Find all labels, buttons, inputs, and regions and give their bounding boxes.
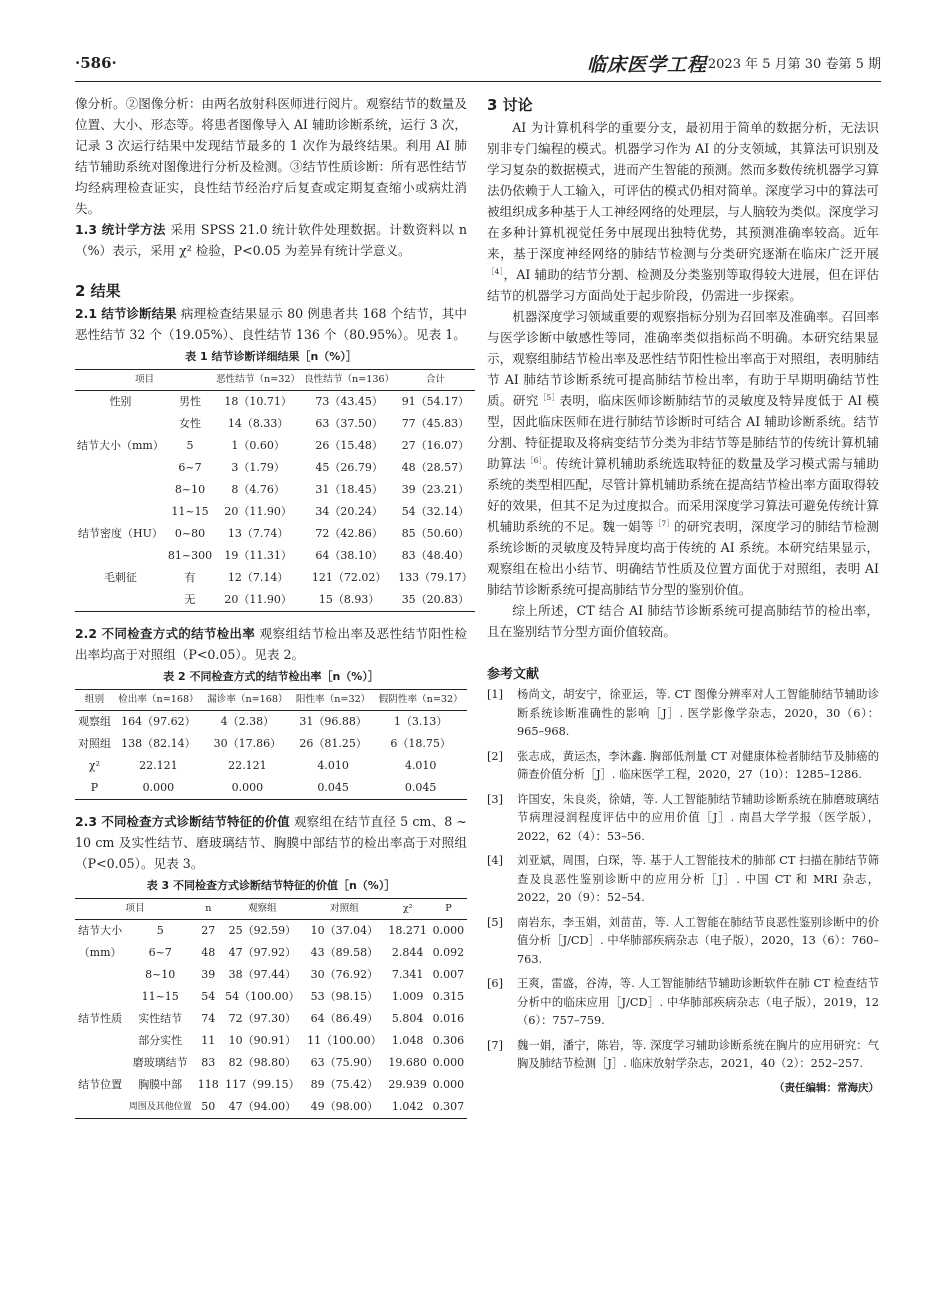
table-2 — [75, 689, 467, 800]
table-3-caption: 表 3 不同检查方式诊断结节特征的价值［n（%）］ — [146, 879, 396, 892]
table-row — [75, 755, 467, 777]
table-3-cell: 1.009 — [391, 990, 424, 1003]
table-row — [75, 942, 467, 964]
table-row — [75, 1096, 467, 1119]
page-number: ·586· — [75, 54, 117, 72]
references-list — [487, 686, 879, 1074]
table-row — [75, 1074, 467, 1096]
table-2-cell: 22.121 — [139, 759, 178, 772]
table-1-header: 项目 — [75, 370, 214, 391]
left-column — [75, 93, 473, 1119]
table-3-cell: 11（100.00） — [307, 1034, 382, 1047]
table-row — [75, 413, 475, 435]
table-3-header: n — [195, 899, 221, 920]
table-3-cell: 0.000 — [432, 1078, 465, 1091]
reference-number: [4] — [487, 854, 504, 867]
table-3-cell: 50 — [195, 1096, 221, 1119]
table-1-cell: 15（8.93） — [302, 589, 396, 612]
table-1-cell: 8（4.76） — [231, 483, 285, 496]
editor-note: （责任编辑：常海庆） — [774, 1081, 879, 1094]
table-row — [75, 920, 467, 943]
table-1-cell: 31（18.45） — [315, 483, 383, 496]
table-2-cell: 观察组 — [77, 715, 111, 728]
table-3-header: χ² — [385, 899, 429, 920]
table-1-cell: 女性 — [178, 417, 201, 430]
table-1-cell: 19（11.31） — [224, 549, 292, 562]
table-2-header: 检出率（n=168） — [114, 690, 203, 711]
table-1-cell: 45（26.79） — [315, 461, 383, 474]
reference-number: [6] — [487, 977, 504, 990]
table-1-cell — [75, 501, 166, 523]
section-2-1-title: 2.1 结节诊断结果 — [75, 306, 177, 321]
table-1-cell: 91（54.17） — [401, 395, 470, 408]
table-3-cell: 53（98.15） — [310, 990, 379, 1003]
table-3-cell: 0.016 — [432, 1012, 465, 1025]
table-1-cell: 121（72.02） — [311, 571, 387, 584]
table-3-cell: 49（98.00） — [303, 1096, 385, 1119]
table-1 — [75, 369, 475, 612]
table-row — [75, 545, 475, 567]
table-3-cell: 1.048 — [391, 1034, 424, 1047]
table-3-cell: 47（94.00） — [221, 1096, 303, 1119]
table-2-cell: χ² — [88, 759, 100, 772]
table-1-cell: 6~7 — [178, 461, 202, 474]
section-3-title: 3 讨论 — [487, 96, 533, 114]
table-2-cell: 31（96.88） — [299, 715, 367, 728]
reference-text: 杨尚文，胡安宁，徐亚运，等. CT 图像分辨率对人工智能肺结节辅助诊断系统诊断准确性的影响［J］. 医学影像学杂志，2020，30（6）：965–968. — [517, 688, 879, 738]
table-3-cell: （mm） — [78, 946, 122, 959]
table-1-cell: 1（0.60） — [231, 439, 285, 452]
table-1-cell — [75, 545, 166, 567]
table-3-cell: 72（97.30） — [228, 1012, 297, 1025]
table-3-cell: 38（97.44） — [228, 968, 297, 981]
results-paragraph-2-3 — [75, 811, 467, 874]
table-row — [75, 986, 467, 1008]
table-3-header: 对照组 — [303, 899, 385, 920]
table-3-cell: 结节性质 — [78, 1012, 123, 1025]
table-1-cell: 男性 — [178, 395, 201, 408]
table-3-cell: 0.092 — [432, 946, 465, 959]
table-3-cell: 117（99.15） — [225, 1078, 300, 1091]
table-3-cell: 7.341 — [391, 968, 424, 981]
table-3-cell: 结节位置 — [78, 1078, 123, 1091]
table-3-cell: 10（37.04） — [310, 924, 379, 937]
table-row — [75, 1008, 467, 1030]
table-3-cell: 5.804 — [391, 1012, 424, 1025]
table-3-cell: 1.042 — [385, 1096, 429, 1119]
method-paragraph: 像分析。②图像分析：由两名放射科医师进行阅片。观察结节的数量及位置、大小、形态等。将患者图像导入 AI 辅助诊断系统，运行 3 次，记录 3 次运行结果中发现结节最多的 1 次作为最终结果。利用 AI 肺结节辅助系统对图像进行分析及检测。③结节性质诊断：所有恶性结节均经病理检查证实，良性结节经治疗后复查或定期复查缩小或病灶消失。 — [75, 96, 467, 216]
table-2-cell: 0.000 — [203, 777, 292, 800]
table-3-cell: 54（100.00） — [225, 990, 300, 1003]
table-3-cell: 部分实性 — [138, 1034, 183, 1047]
table-2-header: 假阴性率（n=32） — [374, 690, 467, 711]
table-1-cell: 18（10.71） — [224, 395, 292, 408]
table-1-cell: 20（11.90） — [224, 505, 292, 518]
table-2-header: 漏诊率（n=168） — [203, 690, 292, 711]
reference-item — [487, 914, 879, 970]
table-row — [75, 1052, 467, 1074]
reference-number: [3] — [487, 792, 504, 806]
table-3-cell: 0.007 — [432, 968, 465, 981]
reference-item — [487, 748, 879, 785]
table-3-cell: 2.844 — [391, 946, 424, 959]
table-3-cell: 83 — [201, 1056, 216, 1069]
page-header — [75, 48, 881, 82]
table-2-cell: 4（2.38） — [220, 715, 275, 728]
table-row — [75, 501, 475, 523]
table-3-cell: 63（75.90） — [310, 1056, 379, 1069]
table-3-cell: 18.271 — [388, 924, 427, 937]
table-1-cell: 14（8.33） — [227, 417, 289, 430]
table-2-cell: 0.045 — [374, 777, 467, 800]
table-3-header: P — [430, 899, 467, 920]
table-1-cell: 77（45.83） — [401, 417, 470, 430]
table-1-cell: 结节大小（mm） — [77, 439, 164, 452]
table-3-cell: 82（98.80） — [228, 1056, 297, 1069]
table-1-cell — [75, 589, 166, 612]
table-3-cell: 19.680 — [388, 1056, 427, 1069]
table-3-cell: 10（90.91） — [228, 1034, 297, 1047]
stats-paragraph — [75, 219, 467, 261]
table-1-header: 恶性结节（n=32） — [214, 370, 302, 391]
table-row — [75, 457, 475, 479]
table-1-cell: 64（38.10） — [315, 549, 383, 562]
table-2-cell: 164（97.62） — [121, 715, 196, 728]
journal-name: 临床医学工程 — [587, 54, 708, 76]
table-3-cell: 74 — [201, 1012, 216, 1025]
citation-7: ［7］ — [653, 518, 675, 528]
table-1-header: 合计 — [396, 370, 475, 391]
section-2-2-title: 2.2 不同检查方式的结节检出率 — [75, 626, 256, 641]
table-1-cell — [75, 457, 166, 479]
section-2-3-title: 2.3 不同检查方式诊断结节特征的价值 — [75, 814, 290, 829]
table-3-cell: 11 — [201, 1034, 216, 1047]
table-1-cell: 133（79.17） — [398, 571, 473, 584]
right-column — [487, 93, 879, 1099]
table-1-cell: 无 — [166, 589, 214, 612]
table-3-cell: 54 — [201, 990, 216, 1003]
table-1-cell: 73（43.45） — [315, 395, 383, 408]
table-3-cell: 64（86.49） — [310, 1012, 379, 1025]
table-3-cell: 25（92.59） — [228, 924, 297, 937]
table-1-cell: 39（23.21） — [401, 483, 470, 496]
table-1-cell: 5 — [186, 439, 194, 452]
reference-text: 张志成，黄运杰，李沐鑫. 胸部低剂量 CT 对健康体检者肺结节及肺癌的筛查价值分析［J］. 临床医学工程，2020，27（10）：1285–1286. — [517, 749, 879, 781]
reference-text: 刘亚斌，周围，白琛，等. 基于人工智能技术的肺部 CT 扫描在肺结节筛查及良恶性鉴别诊断中的应用分析［J］. 中国 CT 和 MRI 杂志，2022，20（9）：52–54. — [517, 854, 879, 904]
reference-number: [2] — [487, 749, 504, 763]
table-row — [75, 567, 475, 589]
table-1-cell: 11~15 — [171, 505, 209, 518]
section-2-2-text: 观察组结节检出率及恶性结节阳性检出率均高于对照组（P<0.05）。见表 2。 — [75, 626, 467, 662]
reference-item — [487, 686, 879, 742]
table-row — [75, 733, 467, 755]
table-row — [75, 777, 467, 800]
table-1-cell: 结节密度（HU） — [78, 527, 163, 540]
table-3-cell — [75, 986, 125, 1008]
reference-text: 王爽，雷盛，谷涛，等. 人工智能肺结节辅助诊断软件在肺 CT 检查结节分析中的临床应用［J/CD］. 中华肺部疾病杂志（电子版），2019，12（6）：757–759. — [517, 977, 879, 1027]
table-3-cell: 11~15 — [141, 990, 179, 1003]
table-3-cell: 30（76.92） — [310, 968, 379, 981]
table-1-cell: 性别 — [109, 395, 132, 408]
section-2-title: 2 结果 — [75, 282, 121, 300]
reference-text: 魏一娟，潘宁，陈岩，等. 深度学习辅助诊断系统在胸片的应用研究：气胸及肺结节检测［J］. 临床放射学杂志，2021，40（2）：252–257. — [517, 1038, 879, 1070]
table-1-cell: 20（11.90） — [214, 589, 302, 612]
table-3-cell: 47（97.92） — [228, 946, 297, 959]
table-2-cell: 4.010 — [404, 759, 437, 772]
section-2-3-text: 观察组在结节直径 5 cm、8 ~ 10 cm 及实性结节、磨玻璃结节、胸膜中部结节的检出率高于对照组（P<0.05）。见表 3。 — [75, 814, 467, 871]
table-3-cell: 89（75.42） — [310, 1078, 379, 1091]
citation-5: ［5］ — [538, 392, 560, 402]
table-2-cell: 26（81.25） — [299, 737, 367, 750]
table-1-cell: 3（1.79） — [231, 461, 285, 474]
table-2-cell: 22.121 — [228, 759, 267, 772]
table-1-cell: 26（15.48） — [315, 439, 383, 452]
section-1-3-title: 1.3 统计学方法 — [75, 222, 166, 237]
table-2-caption: 表 2 不同检查方式的结节检出率［n（%）］ — [163, 670, 379, 683]
table-3-cell: 0.306 — [432, 1034, 465, 1047]
table-2-cell: 138（82.14） — [121, 737, 196, 750]
table-row — [75, 435, 475, 457]
results-paragraph-2-2 — [75, 623, 467, 665]
table-3-cell — [75, 1030, 125, 1052]
table-2-header: 阳性率（n=32） — [292, 690, 375, 711]
table-3-cell: 39 — [201, 968, 216, 981]
table-3-cell: 43（89.58） — [310, 946, 379, 959]
table-1-header: 良性结节（n=136） — [302, 370, 396, 391]
results-paragraph-2-1 — [75, 303, 467, 345]
discussion-paragraph-1: AI 为计算机科学的重要分支，最初用于简单的数据分析，无法识别非专门编程的模式。机器学习作为 AI 的分支领域，其算法可识别及学习复杂的数据模式，进而产生智能的预测。然而多数传统机器学习算法仍依赖于人工输入，可评估的模式仍相对简单。深度学习中的算法可被组织成多种基于人工神经网络的处理层，与人脑较为类似。深度学习在多种计算机视觉任务中展现出独特优势，其预测准确率较高。近年来，基于深度神经网络的肺结节检测与分类研究逐渐在临床广泛开展$^{[4]}$，AI 辅助的结节分割、检测及分类鉴别等取得较大进展，但在评估结节的机器学习方面尚处于起步阶段，仍需进一步探索。 — [487, 120, 879, 303]
citation-4: ［4］ — [487, 266, 504, 276]
table-3-cell — [75, 1096, 125, 1119]
table-row — [75, 589, 475, 612]
table-1-cell: 83（48.40） — [401, 549, 470, 562]
table-1-cell: 12（7.14） — [227, 571, 289, 584]
table-1-cell: 0~80 — [174, 527, 206, 540]
table-row — [75, 479, 475, 501]
table-3-cell: 48 — [201, 946, 216, 959]
table-3 — [75, 898, 467, 1119]
table-1-cell: 毛刺征 — [103, 571, 137, 584]
table-1-cell: 54（32.14） — [401, 505, 470, 518]
citation-6: ［6］ — [525, 455, 543, 465]
table-3-cell — [75, 1052, 125, 1074]
table-1-cell: 13（7.74） — [227, 527, 289, 540]
table-1-cell — [75, 479, 166, 501]
reference-number: [5] — [487, 915, 504, 929]
table-row — [75, 391, 475, 414]
table-1-cell — [75, 413, 166, 435]
table-1-cell: 27（16.07） — [401, 439, 470, 452]
table-3-cell: 0.307 — [430, 1096, 467, 1119]
table-2-cell: 30（17.86） — [213, 737, 282, 750]
table-2-cell: P — [75, 777, 114, 800]
discussion-paragraph-2: 机器深度学习领域重要的观察指标分别为召回率及准确率。召回率与医学诊断中敏感性等同，准确率类似指标尚不明确。本研究结果显示，观察组肺结节检出率及恶性结节阳性检出率高于对照组，表明肺结节 AI 肺结节诊断系统可提高肺结节检出率，有助于早期明确结节性质。研究$^{[5]}$表明，临床医师诊断肺结节的灵敏度及特异度低于 AI 模型，因此临床医师在进行肺结节诊断时可结合 AI 辅助诊断系统。结节分割、特征提取及将病变结节分类为非结节等是肺结节的传统计算机辅助算法$^{[6]}$。传统计算机辅助系统选取特征的数量及学习模式需与辅助系统的类型相匹配，尽管计算机辅助系统在提高结节检出率方面取得较好的效果，但其不足为过度拟合。而采用深度学习算法可避免传统计算机辅助系统的不足。魏一娟等$^{[7]}$的研究表明，深度学习的肺结节检测系统诊断的灵敏度及特异度均高于传统的 AI 系统。本研究结果显示，观察组在检出小结节、明确结节性质及位置方面优于对照组，表明 AI 肺结节诊断系统可提高肺结节分型的鉴别价值。 — [487, 309, 879, 597]
table-3-cell: 0.000 — [432, 1056, 465, 1069]
reference-text: 许国安，朱良炎，徐婧，等. 人工智能肺结节辅助诊断系统在肺磨玻璃结节病理浸润程度评估中的应用价值［J］. 南昌大学学报（医学版），2022，62（4）：53–56. — [517, 792, 879, 843]
table-3-cell: 胸膜中部 — [138, 1078, 183, 1091]
table-3-cell: 8~10 — [145, 968, 176, 981]
table-row — [75, 523, 475, 545]
table-1-cell: 72（42.86） — [315, 527, 383, 540]
issue-info: 2023 年 5 月第 30 卷第 5 期 — [707, 57, 881, 72]
table-1-cell: 8~10 — [174, 483, 206, 496]
table-3-cell: 结节大小 — [78, 924, 123, 937]
reference-item — [487, 975, 879, 1031]
reference-number: [7] — [487, 1038, 504, 1052]
table-2-cell: 0.045 — [292, 777, 375, 800]
table-1-cell: 35（20.83） — [396, 589, 475, 612]
table-3-cell: 0.000 — [432, 924, 465, 937]
table-3-cell: 118 — [197, 1078, 219, 1091]
table-3-cell: 29.939 — [388, 1078, 427, 1091]
table-2-cell: 1（3.13） — [393, 715, 448, 728]
table-2-cell: 6（18.75） — [390, 737, 451, 750]
table-2-cell: 对照组 — [77, 737, 111, 750]
reference-number: [1] — [487, 688, 504, 701]
table-3-cell: 0.315 — [432, 990, 465, 1003]
table-1-caption: 表 1 结节诊断详细结果［n（%）］ — [185, 350, 357, 363]
table-1-cell: 34（20.24） — [315, 505, 383, 518]
table-1-cell: 81~300 — [167, 549, 213, 562]
table-2-header: 组别 — [75, 690, 114, 711]
reference-item — [487, 852, 879, 908]
section-1-3-text: 采用 SPSS 21.0 统计软件处理数据。计数资料以 n（%）表示，采用 χ² 检验，P<0.05 为差异有统计学意义。 — [75, 222, 467, 258]
table-1-cell: 有 — [184, 571, 196, 584]
table-1-cell: 63（37.50） — [315, 417, 383, 430]
table-3-cell: 周围及其他位置 — [125, 1096, 195, 1119]
table-3-cell: 27 — [201, 924, 216, 937]
table-3-cell: 实性结节 — [138, 1012, 183, 1025]
table-1-cell: 85（50.60） — [401, 527, 470, 540]
table-row — [75, 711, 467, 734]
table-3-cell: 磨玻璃结节 — [132, 1056, 188, 1069]
table-row — [75, 1030, 467, 1052]
table-1-cell: 48（28.57） — [401, 461, 470, 474]
reference-item — [487, 1037, 879, 1074]
table-2-cell: 4.010 — [317, 759, 349, 772]
references-title: 参考文献 — [487, 667, 540, 682]
discussion-paragraph-3: 综上所述，CT 结合 AI 肺结节诊断系统可提高肺结节的检出率，且在鉴别结节分型方面价值较高。 — [487, 603, 879, 639]
section-2-1-text: 病理检查结果显示 80 例患者共 168 个结节，其中恶性结节 32 个（19.05%）、良性结节 136 个（80.95%）。见表 1。 — [75, 306, 468, 342]
table-3-header: 观察组 — [221, 899, 303, 920]
table-2-cell: 0.000 — [114, 777, 203, 800]
table-3-cell: 5 — [156, 924, 164, 937]
table-row — [75, 964, 467, 986]
table-3-cell — [75, 964, 125, 986]
table-3-header: 项目 — [75, 899, 195, 920]
table-3-cell: 6~7 — [148, 946, 172, 959]
reference-item — [487, 791, 879, 847]
reference-text: 南岩东，李玉娟，刘苗苗，等. 人工智能在肺结节良恶性鉴别诊断中的价值分析［J/CD］. 中华肺部疾病杂志（电子版），2020，13（6）：760–763. — [517, 915, 879, 966]
